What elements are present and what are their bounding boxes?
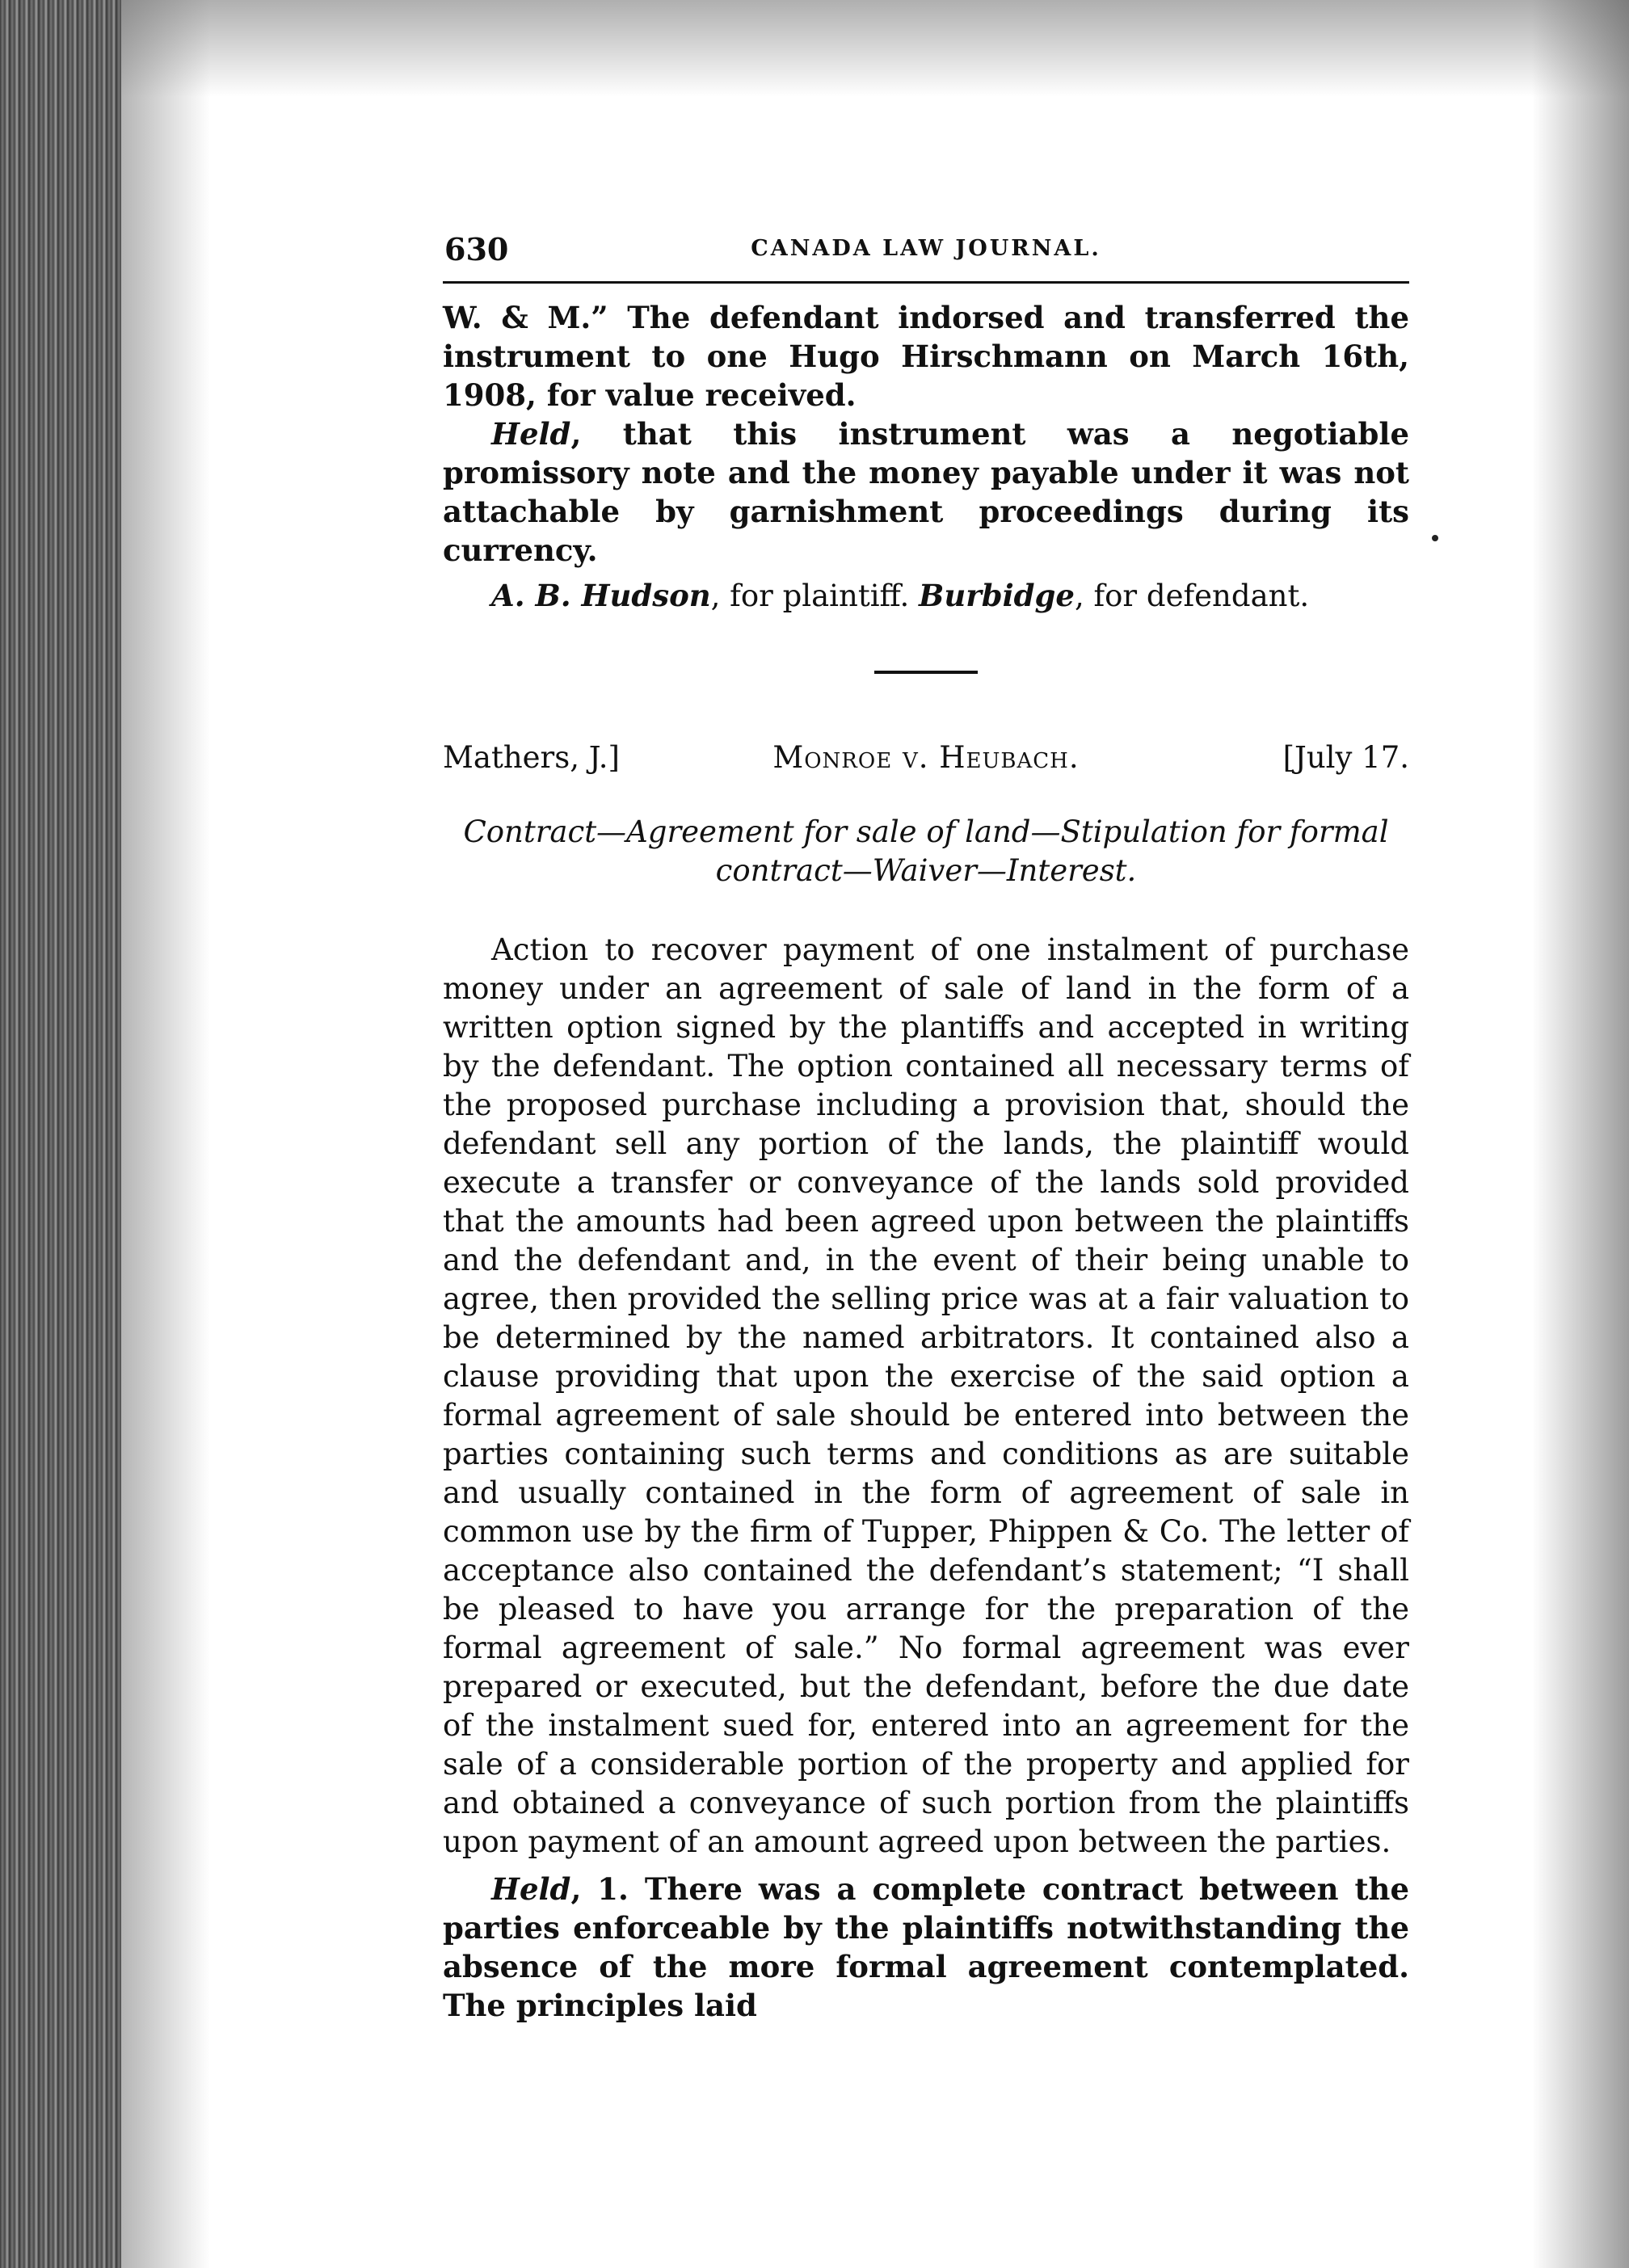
case-judge: Mathers, J.] (443, 740, 620, 775)
page-number: 630 (444, 231, 509, 267)
case-facts: Action to recover payment of one instalment of purchase money under an agreement of sale of land in the form of a written option signed by the plantiffs and accepted in writing by the defendant. The option contained all necessary terms of the proposed purchase including a provision that, should the defendant sell any portion of the lands, the plaintiff would execute a transfer or conveyance of the lands sold provided that the amounts had been agreed upon between the plaintiffs and the defendant and, in the event of their being unable to agree, then provided the selling price was at a fair valuation to be determined by the named arbitrators. It contained also a clause providing that upon the exercise of the said option a formal agreement of sale should be entered into between the parties containing such terms and conditions as are suitable and usually contained in the form of agreement of sale in common use by the firm of Tupper, Phippen & Co. The letter of acceptance also contained the defendant’s statement; “I shall be pleased to have you arrange for the preparation of the formal agreement of sale.” No formal agreement was ever prepared or executed, but the defendant, before the due date of the instalment sued for, entered into an agreement for the sale of a considerable portion of the property and applied for and obtained a conveyance of such portion from the plaintiffs upon payment of an amount agreed upon between the parties. (443, 932, 1409, 1859)
running-head (443, 226, 1409, 284)
counsel-plaintiff-name: A. B. Hudson (491, 578, 711, 613)
case-date: [July 17. (1282, 740, 1409, 775)
counsel-plaintiff-role: , for plaintiff. (710, 579, 910, 613)
held-text: , that this instrument was a negotiable promissory note and the money payable under it was not attachable by garnishment proceedings during its currency. (443, 416, 1409, 568)
previous-case-text: W. & M.” The defendant indorsed and transferred the instrument to one Hugo Hirschmann on March 16th, 1908, for value received. (443, 300, 1409, 413)
scan-shadow (121, 0, 210, 2268)
counsel-defendant-role: , for defendant. (1074, 579, 1310, 613)
scan-speck (1432, 535, 1438, 541)
case-catchwords: Contract—Agreement for sale of land—Stipulation for formal contract—Waiver—Interest. (463, 814, 1389, 888)
held-label: Held (491, 416, 571, 452)
scan-right-edge (1532, 0, 1629, 2268)
case-held-label: Held (491, 1871, 571, 1907)
scan-binding-edge (0, 0, 121, 2268)
journal-title: CANADA LAW JOURNAL. (751, 236, 1101, 261)
scan-top-edge (121, 0, 1629, 97)
case-separator-rule (874, 671, 978, 674)
previous-case-held (443, 414, 1409, 570)
case-held-text: , 1. There was a complete contract between the parties enforceable by the plaintiffs notwithstanding the absence of the more formal agreement contemplated. The principles laid (443, 1871, 1409, 2023)
case-heading (443, 740, 1409, 781)
case-held (443, 1870, 1409, 2025)
counsel-line (443, 576, 1409, 616)
journal-page (443, 226, 1409, 2025)
case-name: Monroe v. Heubach. (772, 740, 1080, 775)
counsel-defendant-name: Burbidge (919, 578, 1075, 613)
